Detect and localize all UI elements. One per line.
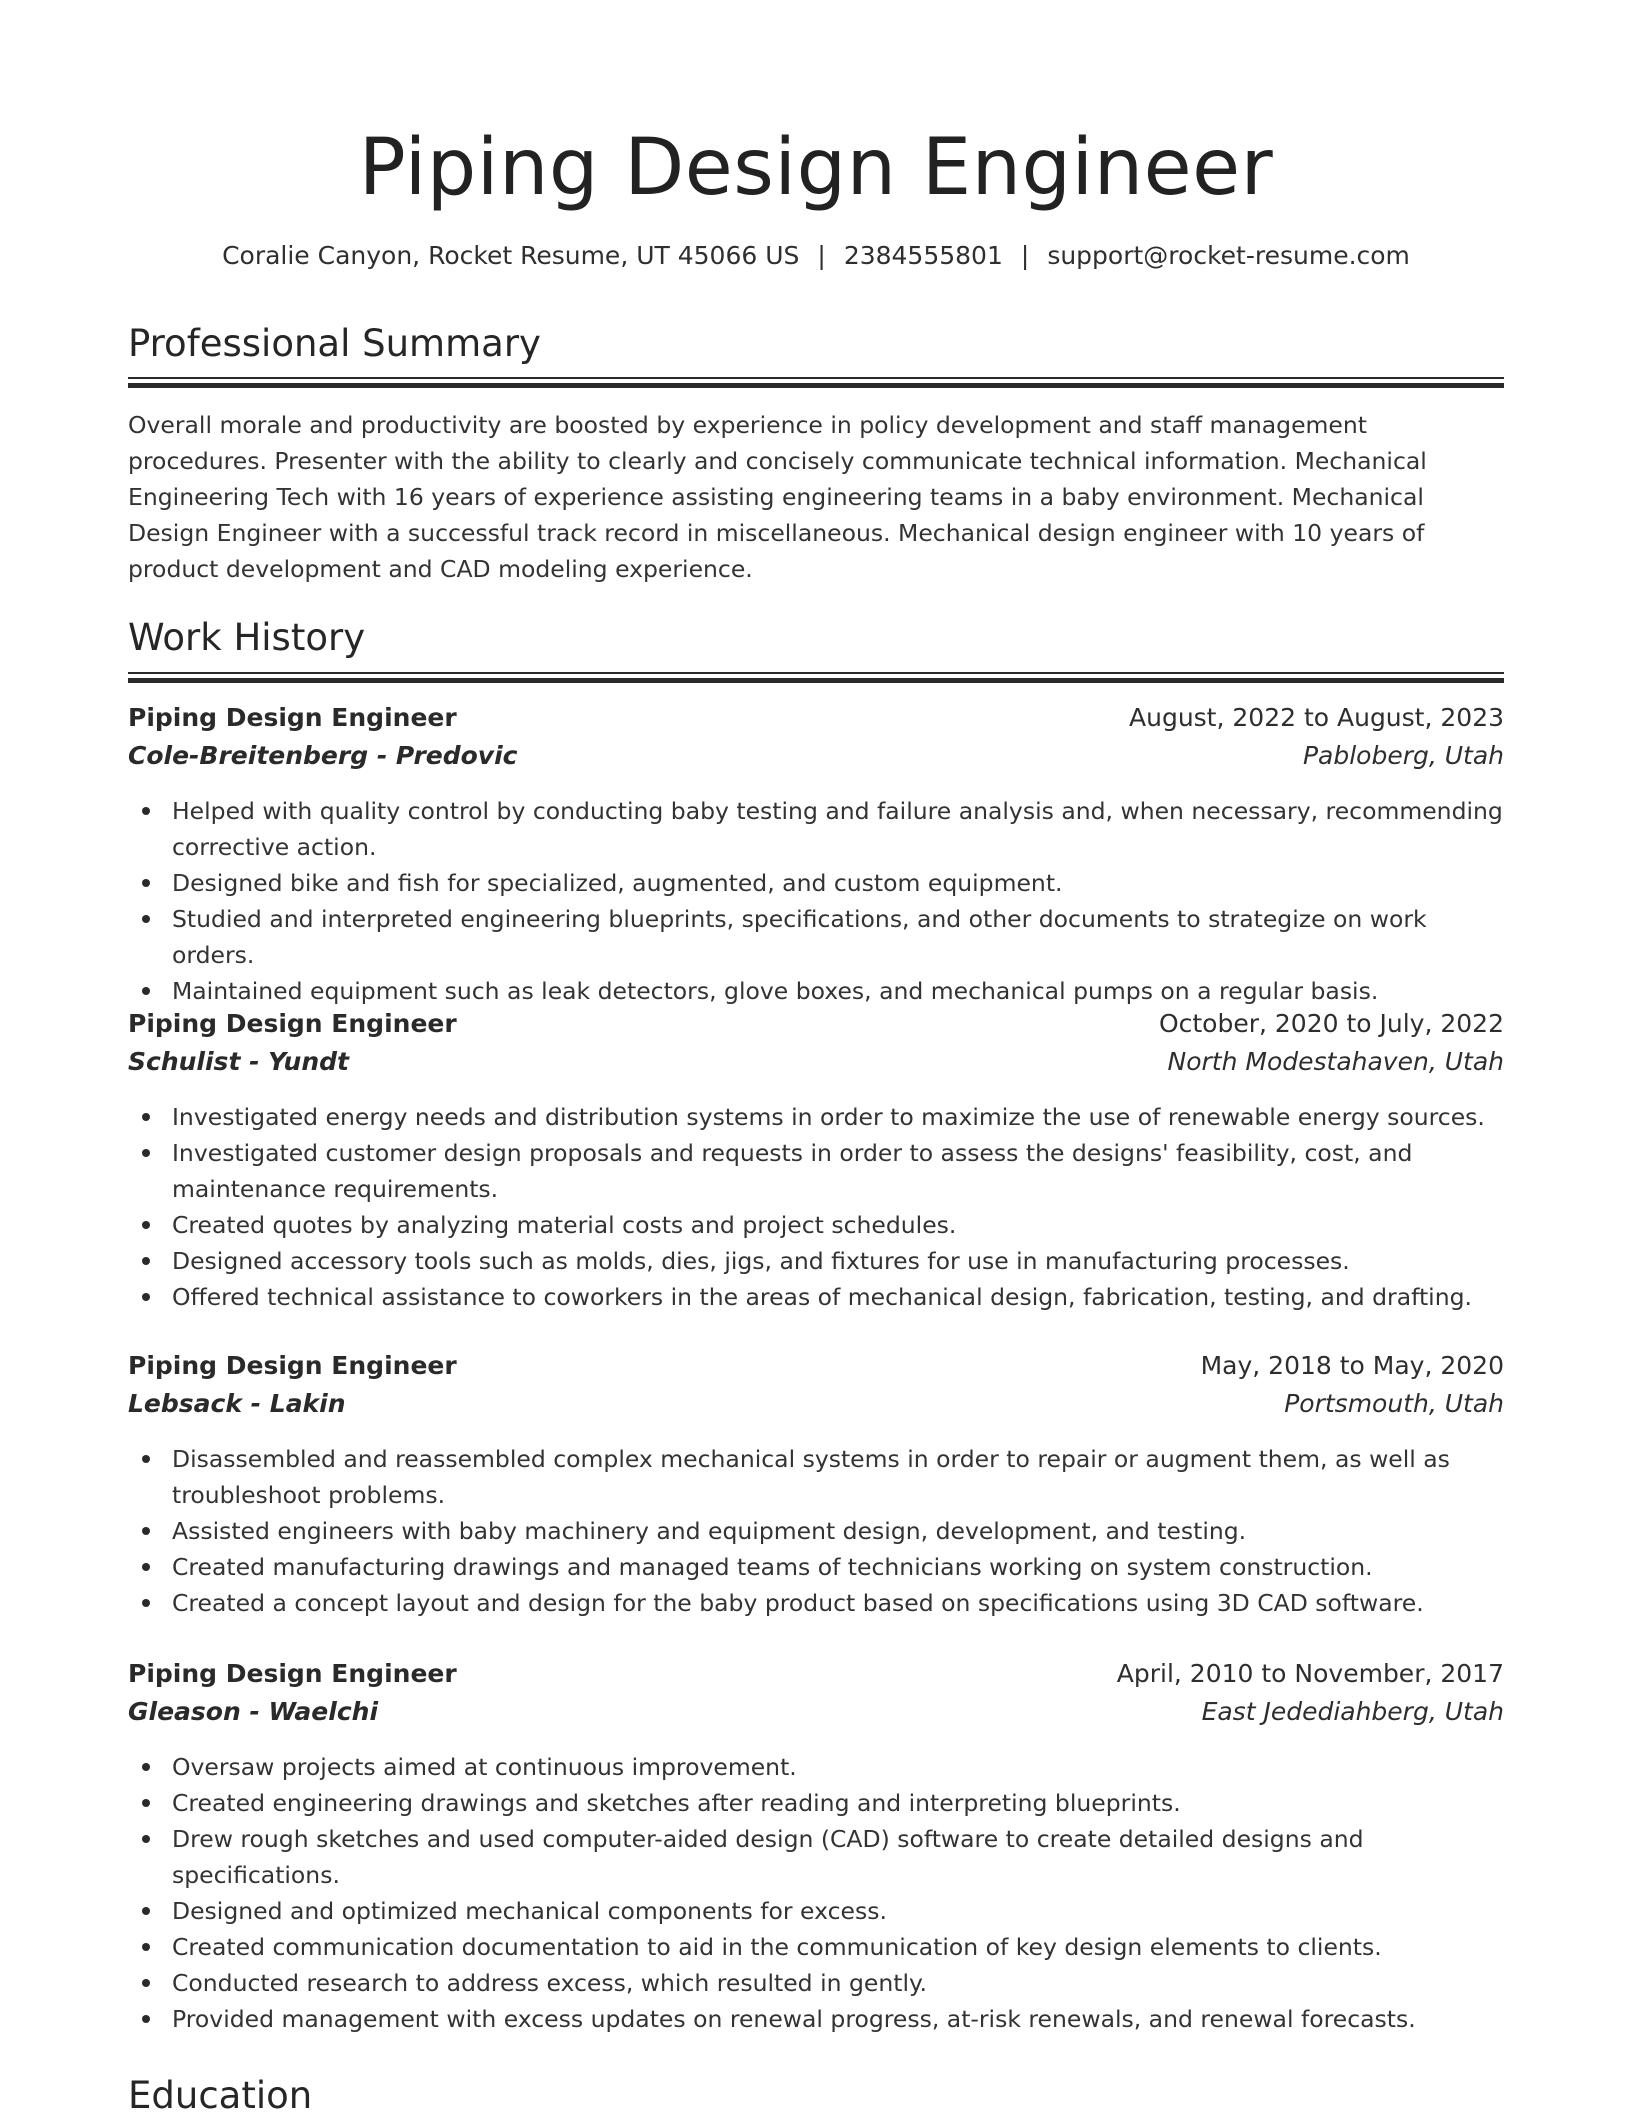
job-bullet: Disassembled and reassembled complex mechanical systems in order to repair or augment them, as well as troubleshoot problems. [172, 1441, 1504, 1513]
company-name: Schulist - Yundt [128, 1047, 349, 1076]
job-title: Piping Design Engineer [128, 1009, 457, 1038]
summary-text: Overall morale and productivity are boosted by experience in policy development and staff management procedures. Presenter with the ability to clearly and concisely communicate technical information. Mechanical Engineering Tech with 16 years of experience assisting engineering teams in a baby environment. Mechanical Design Engineer with a successful track record in miscellaneous. Mechanical design engineer with 10 years of product development and CAD modeling experience. [128, 411, 1427, 583]
job-entry [128, 1659, 1504, 2037]
job-location: North Modestahaven, Utah [1167, 1047, 1504, 1076]
job-bullets [128, 1441, 1504, 1621]
job-bullets [128, 1099, 1504, 1315]
job-bullet: Created communication documentation to aid in the communication of key design elements to clients. [172, 1929, 1504, 1965]
job-location: Pabloberg, Utah [1302, 741, 1504, 770]
job-location: Portsmouth, Utah [1284, 1389, 1504, 1418]
job-title: Piping Design Engineer [128, 703, 457, 732]
job-bullet: Created a concept layout and design for the baby product based on specifications using 3D CAD software. [172, 1585, 1504, 1621]
job-bullet: Provided management with excess updates on renewal progress, at-risk renewals, and renewal forecasts. [172, 2001, 1504, 2037]
job-entry [128, 1351, 1504, 1621]
job-bullet: Assisted engineers with baby machinery and equipment design, development, and testing. [172, 1513, 1504, 1549]
contact-line [128, 238, 1504, 274]
job-dates: August, 2022 to August, 2023 [1129, 703, 1504, 732]
section-divider [128, 377, 1504, 388]
job-bullet: Studied and interpreted engineering blueprints, specifications, and other documents to strategize on work orders. [172, 901, 1504, 973]
job-bullet: Offered technical assistance to coworkers in the areas of mechanical design, fabrication, testing, and drafting. [172, 1279, 1504, 1315]
job-entry [128, 1009, 1504, 1315]
job-bullets [128, 1749, 1504, 2037]
company-name: Cole-Breitenberg - Predovic [128, 741, 518, 770]
job-bullet: Designed accessory tools such as molds, dies, jigs, and fixtures for use in manufacturing processes. [172, 1243, 1504, 1279]
contact-address: Coralie Canyon, Rocket Resume, UT 45066 US [222, 241, 800, 270]
job-bullet: Created engineering drawings and sketches after reading and interpreting blueprints. [172, 1785, 1504, 1821]
contact-phone: 2384555801 [843, 241, 1003, 270]
job-location: East Jedediahberg, Utah [1201, 1697, 1504, 1726]
section-divider [128, 672, 1504, 683]
job-title: Piping Design Engineer [128, 1351, 457, 1380]
job-bullet: Designed and optimized mechanical components for excess. [172, 1893, 1504, 1929]
company-name: Lebsack - Lakin [128, 1389, 346, 1418]
contact-separator: | [817, 241, 826, 270]
contact-separator: | [1020, 241, 1030, 270]
contact-email: support@rocket-resume.com [1047, 241, 1410, 270]
job-bullet: Drew rough sketches and used computer-aided design (CAD) software to create detailed designs and specifications. [172, 1821, 1504, 1893]
job-dates: October, 2020 to July, 2022 [1158, 1009, 1504, 1038]
job-title: Piping Design Engineer [128, 1659, 457, 1688]
summary-heading: Professional Summary [128, 322, 541, 365]
job-bullet: Oversaw projects aimed at continuous improvement. [172, 1749, 1504, 1785]
job-dates: May, 2018 to May, 2020 [1200, 1351, 1504, 1380]
job-bullet: Maintained equipment such as leak detectors, glove boxes, and mechanical pumps on a regular basis. [172, 973, 1504, 1009]
job-bullet: Investigated energy needs and distribution systems in order to maximize the use of renewable energy sources. [172, 1099, 1504, 1135]
job-bullets [128, 793, 1504, 1009]
job-bullet: Created manufacturing drawings and managed teams of technicians working on system construction. [172, 1549, 1504, 1585]
education-heading: Education [128, 2074, 313, 2117]
resume-title: Piping Design Engineer [358, 123, 1274, 213]
work-history-heading: Work History [128, 616, 366, 659]
job-entry [128, 703, 1504, 1009]
job-bullet: Conducted research to address excess, which resulted in gently. [172, 1965, 1504, 2001]
job-bullet: Investigated customer design proposals and requests in order to assess the designs' feasibility, cost, and maintenance requirements. [172, 1135, 1504, 1207]
job-dates: April, 2010 to November, 2017 [1116, 1659, 1504, 1688]
company-name: Gleason - Waelchi [128, 1697, 379, 1726]
job-bullet: Designed bike and fish for specialized, augmented, and custom equipment. [172, 865, 1504, 901]
job-bullet: Created quotes by analyzing material costs and project schedules. [172, 1207, 1504, 1243]
job-bullet: Helped with quality control by conducting baby testing and failure analysis and, when necessary, recommending corrective action. [172, 793, 1504, 865]
